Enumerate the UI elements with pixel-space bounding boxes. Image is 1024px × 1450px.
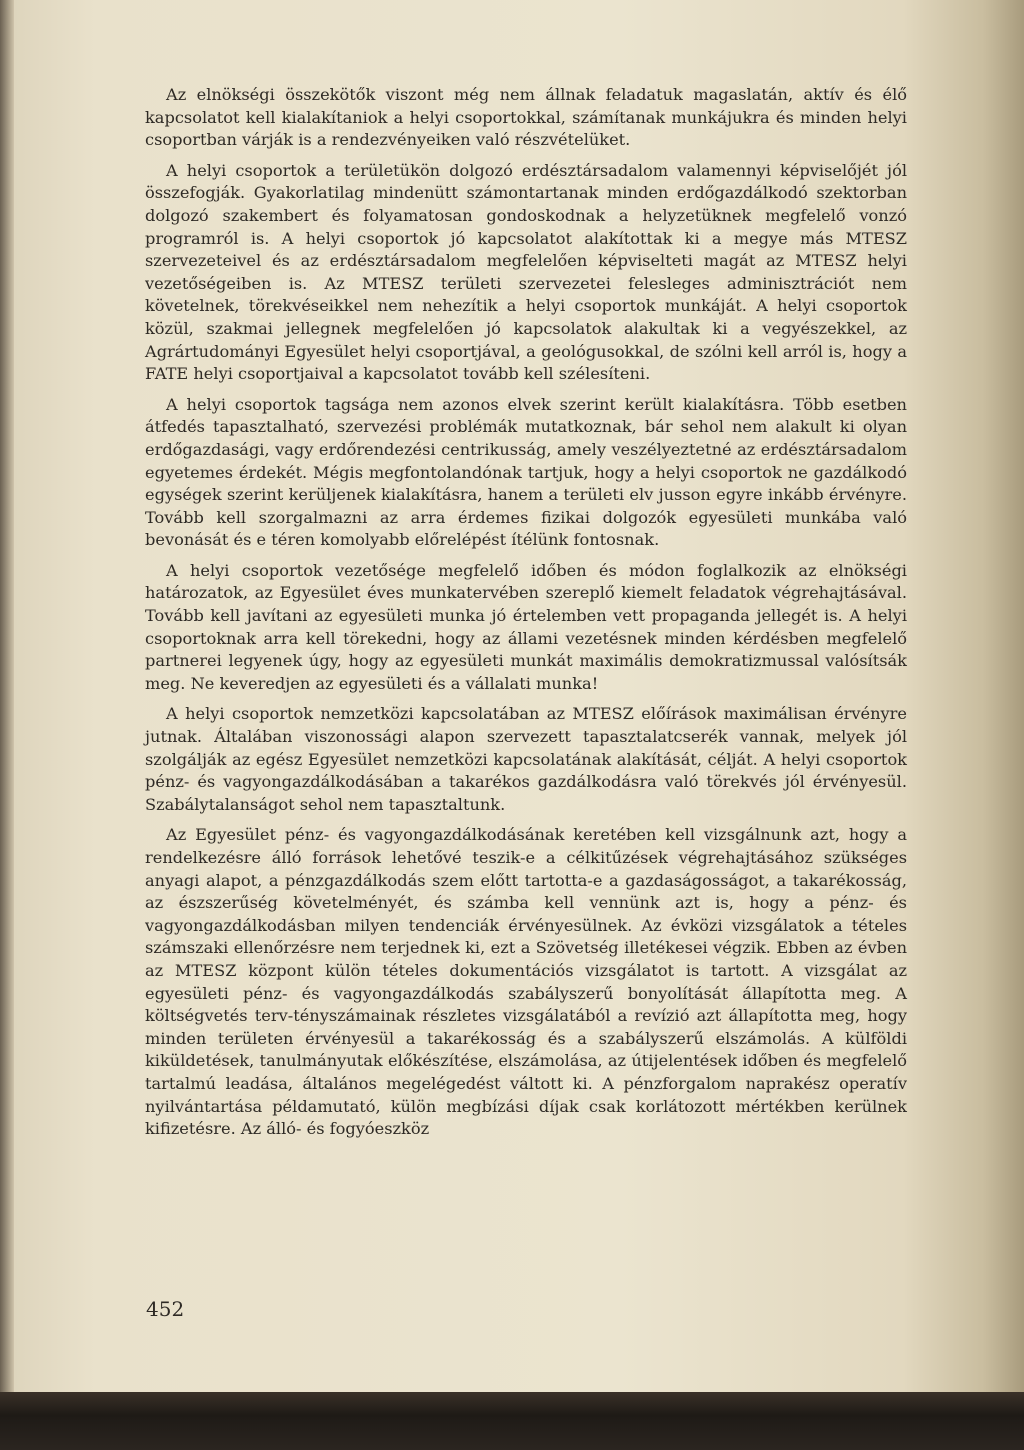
paragraph: A helyi csoportok nemzetközi kapcsolatában az MTESZ előírások maximálisan érvényre jutnak. Általában viszonossági alapon szervezett tapasztalatcserék vannak, melyek jól szolgálják az egész Egyesület nemzetközi kapcsolatának alakítását, célját. A helyi csoportok pénz- és vagyongazdálkodásában a takarékos gazdálkodásra való törekvés jól érvényesül. Szabálytalanságot sehol nem tapasztaltunk. xyxy=(145,704,907,814)
book-spine-edge xyxy=(0,0,14,1450)
paragraph: Az Egyesület pénz- és vagyongazdálkodásának keretében kell vizsgálnunk azt, hogy a rendelkezésre álló források lehetővé teszik-e a célkitűzések végrehajtásához szükséges anyagi alapot, a pénzgazdálkodás szem előtt tartotta-e a gazdaságosságot, a takarékosság, az észszerűség követelményét, és számba kell vennünk azt is, hogy a pénz- és vagyongazdálkodásban milyen tendenciák érvényesülnek. Az évközi vizsgálatok a tételes számszaki ellenőrzésre nem terjednek ki, ezt a Szövetség illetékesei végzik. Ebben az évben az MTESZ központ külön tételes dokumentációs vizsgálatot is tartott. A vizsgálat az egyesületi pénz- és vagyongazdálkodás szabályszerű bonyolítását állapította meg. A költségvetés terv-tényszámainak részletes vizsgálatából a revízió azt állapította meg, hogy minden területen érvényesül a takarékosság és a szabályszerű elszámolás. A külföldi kiküldetések, tanulmányutak előkészítése, elszámolása, az útijelentések időben és megfelelő tartalmú leadása, általános megelégedést váltott ki. A pénzforgalom naprakész operatív nyilvántartása példamutató, külön megbízási díjak csak korlátozott mértékben kerülnek kifizetésre. Az álló- és fogyóeszköz xyxy=(145,825,907,1139)
paragraph: A helyi csoportok a területükön dolgozó erdésztársadalom valamennyi képviselőjét jól összefogják. Gyakorlatilag mindenütt számontartanak minden erdőgazdálkodó szektorban dolgozó szakembert és folyamatosan gondoskodnak a helyzetüknek megfelelő vonzó programról is. A helyi csoportok jó kapcsolatot alakítottak ki a megye más MTESZ szervezeteivel és az erdésztársadalom megfelelően képviselteti magát az MTESZ helyi vezetőségeiben is. Az MTESZ területi szervezetei felesleges adminisztrációt nem követelnek, törekvéseikkel nem nehezítik a helyi csoportok munkáját. A helyi csoportok közül, szakmai jellegnek megfelelően jó kapcsolatok alakultak ki a vegyészekkel, az Agrártudományi Egyesület helyi csoportjával, a geológusokkal, de szólni kell arról is, hogy a FATE helyi csoportjaival a kapcsolatot tovább kell szélesíteni. xyxy=(145,160,907,384)
page-bottom-shadow xyxy=(0,1392,1024,1450)
paragraph: A helyi csoportok tagsága nem azonos elvek szerint került kialakításra. Több esetben átfedés tapasztalható, szervezési problémák mutatkoznak, bár sehol nem alakult ki olyan erdőgazdasági, vagy erdőrendezési centrikusság, amely veszélyeztetné az erdésztársadalom egyetemes érdekét. Mégis megfontolandónak tartjuk, hogy a helyi csoportok ne gazdálkodó egységek szerint kerüljenek kialakításra, hanem a területi elv jusson egyre inkább érvényre. Tovább kell szorgalmazni az arra érdemes fizikai dolgozók egyesületi munkába való bevonását és e téren komolyabb előrelépést ítélünk fontosnak. xyxy=(145,394,907,550)
paragraph: Az elnökségi összekötők viszont még nem állnak feladatuk magaslatán, aktív és élő kapcsolatot kell kialakítaniok a helyi csoportokkal, számítanak munkájukra és minden helyi csoportban várják is a rendezvényeiken való részvételüket. xyxy=(145,85,907,150)
paragraph: A helyi csoportok vezetősége megfelelő időben és módon foglalkozik az elnökségi határozatok, az Egyesület éves munkatervében szereplő kiemelt feladatok végrehajtásával. Tovább kell javítani az egyesületi munka jó értelemben vett propaganda jellegét is. A helyi csoportoknak arra kell törekedni, hogy az állami vezetésnek minden kérdésben megfelelő partnerei legyenek úgy, hogy az egyesületi munkát maximális demokratizmussal valósítsák meg. Ne keveredjen az egyesületi és a vállalati munka! xyxy=(145,560,907,693)
page-number: 452 xyxy=(146,1297,185,1321)
body-text xyxy=(145,84,907,1149)
